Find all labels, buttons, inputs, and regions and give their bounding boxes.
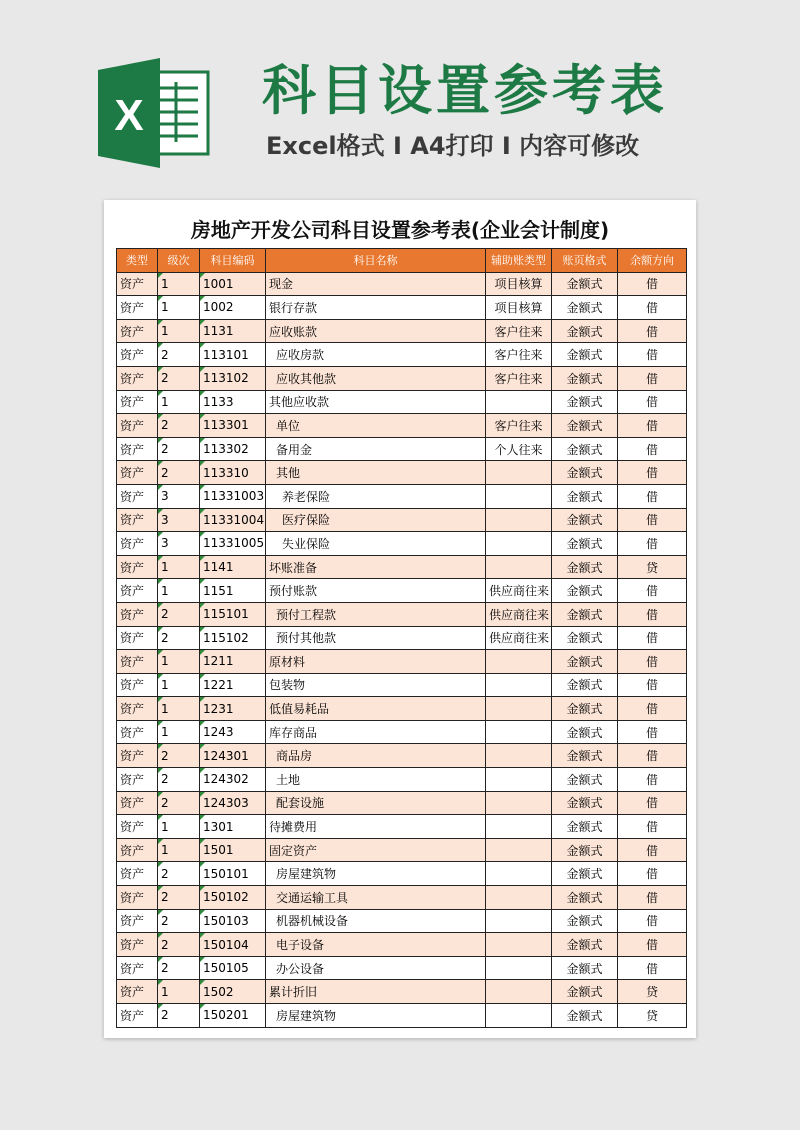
table-row bbox=[117, 532, 687, 556]
level-cell[interactable]: 2 bbox=[158, 933, 200, 957]
direction-cell[interactable]: 借 bbox=[618, 956, 687, 980]
name-cell[interactable]: 应收账款 bbox=[266, 319, 486, 343]
level-cell[interactable]: 2 bbox=[158, 956, 200, 980]
format-cell[interactable]: 金额式 bbox=[552, 1004, 618, 1028]
format-cell[interactable]: 金额式 bbox=[552, 508, 618, 532]
table-row bbox=[117, 720, 687, 744]
table-row bbox=[117, 791, 687, 815]
aux-cell[interactable] bbox=[486, 484, 552, 508]
type-cell[interactable]: 资产 bbox=[117, 437, 158, 461]
aux-cell[interactable]: 个人往来 bbox=[486, 437, 552, 461]
type-cell[interactable]: 资产 bbox=[117, 602, 158, 626]
table-row bbox=[117, 296, 687, 320]
aux-cell[interactable] bbox=[486, 838, 552, 862]
table-row bbox=[117, 886, 687, 910]
name-cell[interactable]: 低值易耗品 bbox=[266, 697, 486, 721]
name-cell[interactable]: 包装物 bbox=[266, 673, 486, 697]
code-cell[interactable]: 11331005 bbox=[200, 532, 266, 556]
column-header[interactable]: 科目编码 bbox=[200, 249, 266, 273]
format-cell[interactable]: 金额式 bbox=[552, 650, 618, 674]
name-cell[interactable]: 土地 bbox=[266, 768, 486, 792]
format-cell[interactable]: 金额式 bbox=[552, 484, 618, 508]
direction-cell[interactable]: 借 bbox=[618, 602, 687, 626]
name-cell[interactable]: 养老保险 bbox=[266, 484, 486, 508]
aux-cell[interactable] bbox=[486, 697, 552, 721]
table-row bbox=[117, 980, 687, 1004]
name-cell[interactable]: 失业保险 bbox=[266, 532, 486, 556]
table-row bbox=[117, 933, 687, 957]
code-cell[interactable]: 1501 bbox=[200, 838, 266, 862]
aux-cell[interactable]: 客户往来 bbox=[486, 414, 552, 438]
column-header[interactable]: 辅助账类型 bbox=[486, 249, 552, 273]
name-cell[interactable]: 商品房 bbox=[266, 744, 486, 768]
name-cell[interactable]: 电子设备 bbox=[266, 933, 486, 957]
code-cell[interactable]: 113302 bbox=[200, 437, 266, 461]
aux-cell[interactable] bbox=[486, 744, 552, 768]
level-cell[interactable]: 1 bbox=[158, 838, 200, 862]
type-cell[interactable]: 资产 bbox=[117, 532, 158, 556]
table-row bbox=[117, 815, 687, 839]
format-cell[interactable]: 金额式 bbox=[552, 886, 618, 910]
code-cell[interactable]: 113310 bbox=[200, 461, 266, 485]
code-cell[interactable]: 11331003 bbox=[200, 484, 266, 508]
format-cell[interactable]: 金额式 bbox=[552, 272, 618, 296]
format-cell[interactable]: 金额式 bbox=[552, 933, 618, 957]
aux-cell[interactable]: 客户往来 bbox=[486, 319, 552, 343]
direction-cell[interactable]: 借 bbox=[618, 366, 687, 390]
direction-cell[interactable]: 借 bbox=[618, 933, 687, 957]
type-cell[interactable]: 资产 bbox=[117, 980, 158, 1004]
level-cell[interactable]: 2 bbox=[158, 862, 200, 886]
direction-cell[interactable]: 借 bbox=[618, 650, 687, 674]
table-row bbox=[117, 272, 687, 296]
table-row bbox=[117, 862, 687, 886]
direction-cell[interactable]: 贷 bbox=[618, 1004, 687, 1028]
table-row bbox=[117, 484, 687, 508]
column-header[interactable]: 类型 bbox=[117, 249, 158, 273]
svg-text:X: X bbox=[114, 91, 144, 140]
format-cell[interactable]: 金额式 bbox=[552, 555, 618, 579]
format-cell[interactable]: 金额式 bbox=[552, 390, 618, 414]
type-cell[interactable]: 资产 bbox=[117, 720, 158, 744]
direction-cell[interactable]: 借 bbox=[618, 414, 687, 438]
code-cell[interactable]: 150102 bbox=[200, 886, 266, 910]
name-cell[interactable]: 预付其他款 bbox=[266, 626, 486, 650]
format-cell[interactable]: 金额式 bbox=[552, 768, 618, 792]
direction-cell[interactable]: 借 bbox=[618, 862, 687, 886]
name-cell[interactable]: 办公设备 bbox=[266, 956, 486, 980]
level-cell[interactable]: 2 bbox=[158, 791, 200, 815]
name-cell[interactable]: 银行存款 bbox=[266, 296, 486, 320]
code-cell[interactable]: 150101 bbox=[200, 862, 266, 886]
level-cell[interactable]: 1 bbox=[158, 697, 200, 721]
level-cell[interactable]: 1 bbox=[158, 579, 200, 603]
level-cell[interactable]: 2 bbox=[158, 461, 200, 485]
direction-cell[interactable]: 借 bbox=[618, 579, 687, 603]
code-cell[interactable]: 1243 bbox=[200, 720, 266, 744]
column-header[interactable]: 科目名称 bbox=[266, 249, 486, 273]
direction-cell[interactable]: 借 bbox=[618, 343, 687, 367]
type-cell[interactable]: 资产 bbox=[117, 272, 158, 296]
type-cell[interactable]: 资产 bbox=[117, 555, 158, 579]
type-cell[interactable]: 资产 bbox=[117, 815, 158, 839]
type-cell[interactable]: 资产 bbox=[117, 414, 158, 438]
level-cell[interactable]: 1 bbox=[158, 390, 200, 414]
table-row bbox=[117, 508, 687, 532]
aux-cell[interactable] bbox=[486, 532, 552, 556]
format-cell[interactable]: 金额式 bbox=[552, 956, 618, 980]
direction-cell[interactable]: 借 bbox=[618, 791, 687, 815]
banner bbox=[0, 0, 800, 200]
aux-cell[interactable] bbox=[486, 956, 552, 980]
aux-cell[interactable] bbox=[486, 815, 552, 839]
format-cell[interactable]: 金额式 bbox=[552, 437, 618, 461]
aux-cell[interactable] bbox=[486, 909, 552, 933]
type-cell[interactable]: 资产 bbox=[117, 673, 158, 697]
aux-cell[interactable] bbox=[486, 1004, 552, 1028]
direction-cell[interactable]: 借 bbox=[618, 484, 687, 508]
page-subtitle: Excel格式 I A4打印 I 内容可修改 bbox=[266, 132, 640, 160]
level-cell[interactable]: 2 bbox=[158, 602, 200, 626]
column-header[interactable]: 账页格式 bbox=[552, 249, 618, 273]
column-header[interactable]: 级次 bbox=[158, 249, 200, 273]
format-cell[interactable]: 金额式 bbox=[552, 673, 618, 697]
table-row bbox=[117, 555, 687, 579]
level-cell[interactable]: 3 bbox=[158, 508, 200, 532]
type-cell[interactable]: 资产 bbox=[117, 296, 158, 320]
code-cell[interactable]: 124301 bbox=[200, 744, 266, 768]
code-cell[interactable]: 150105 bbox=[200, 956, 266, 980]
level-cell[interactable]: 2 bbox=[158, 343, 200, 367]
aux-cell[interactable] bbox=[486, 980, 552, 1004]
level-cell[interactable]: 3 bbox=[158, 484, 200, 508]
format-cell[interactable]: 金额式 bbox=[552, 626, 618, 650]
format-cell[interactable]: 金额式 bbox=[552, 980, 618, 1004]
aux-cell[interactable] bbox=[486, 555, 552, 579]
table-row bbox=[117, 461, 687, 485]
aux-cell[interactable]: 项目核算 bbox=[486, 272, 552, 296]
table-row bbox=[117, 579, 687, 603]
type-cell[interactable]: 资产 bbox=[117, 791, 158, 815]
type-cell[interactable]: 资产 bbox=[117, 744, 158, 768]
code-cell[interactable]: 1141 bbox=[200, 555, 266, 579]
aux-cell[interactable] bbox=[486, 461, 552, 485]
table-row bbox=[117, 697, 687, 721]
table-row bbox=[117, 366, 687, 390]
format-cell[interactable]: 金额式 bbox=[552, 461, 618, 485]
name-cell[interactable]: 累计折旧 bbox=[266, 980, 486, 1004]
type-cell[interactable]: 资产 bbox=[117, 768, 158, 792]
code-cell[interactable]: 113101 bbox=[200, 343, 266, 367]
name-cell[interactable]: 应收房款 bbox=[266, 343, 486, 367]
code-cell[interactable]: 1221 bbox=[200, 673, 266, 697]
name-cell[interactable]: 备用金 bbox=[266, 437, 486, 461]
aux-cell[interactable] bbox=[486, 673, 552, 697]
code-cell[interactable]: 115101 bbox=[200, 602, 266, 626]
direction-cell[interactable]: 借 bbox=[618, 909, 687, 933]
spreadsheet-page bbox=[104, 200, 696, 1038]
direction-cell[interactable]: 借 bbox=[618, 437, 687, 461]
direction-cell[interactable]: 借 bbox=[618, 390, 687, 414]
format-cell[interactable]: 金额式 bbox=[552, 744, 618, 768]
aux-cell[interactable]: 供应商往来 bbox=[486, 579, 552, 603]
code-cell[interactable]: 1301 bbox=[200, 815, 266, 839]
format-cell[interactable]: 金额式 bbox=[552, 838, 618, 862]
table-row bbox=[117, 956, 687, 980]
format-cell[interactable]: 金额式 bbox=[552, 414, 618, 438]
table-row bbox=[117, 437, 687, 461]
code-cell[interactable]: 150104 bbox=[200, 933, 266, 957]
name-cell[interactable]: 交通运输工具 bbox=[266, 886, 486, 910]
direction-cell[interactable]: 借 bbox=[618, 720, 687, 744]
name-cell[interactable]: 应收其他款 bbox=[266, 366, 486, 390]
direction-cell[interactable]: 借 bbox=[618, 744, 687, 768]
format-cell[interactable]: 金额式 bbox=[552, 343, 618, 367]
table-row bbox=[117, 602, 687, 626]
name-cell[interactable]: 房屋建筑物 bbox=[266, 1004, 486, 1028]
aux-cell[interactable] bbox=[486, 508, 552, 532]
level-cell[interactable]: 2 bbox=[158, 909, 200, 933]
format-cell[interactable]: 金额式 bbox=[552, 532, 618, 556]
type-cell[interactable]: 资产 bbox=[117, 343, 158, 367]
level-cell[interactable]: 2 bbox=[158, 886, 200, 910]
aux-cell[interactable] bbox=[486, 768, 552, 792]
level-cell[interactable]: 1 bbox=[158, 720, 200, 744]
type-cell[interactable]: 资产 bbox=[117, 319, 158, 343]
direction-cell[interactable]: 借 bbox=[618, 768, 687, 792]
type-cell[interactable]: 资产 bbox=[117, 484, 158, 508]
aux-cell[interactable] bbox=[486, 720, 552, 744]
direction-cell[interactable]: 借 bbox=[618, 697, 687, 721]
format-cell[interactable]: 金额式 bbox=[552, 319, 618, 343]
type-cell[interactable]: 资产 bbox=[117, 508, 158, 532]
aux-cell[interactable] bbox=[486, 791, 552, 815]
code-cell[interactable]: 1502 bbox=[200, 980, 266, 1004]
table-row bbox=[117, 744, 687, 768]
table-row bbox=[117, 343, 687, 367]
type-cell[interactable]: 资产 bbox=[117, 697, 158, 721]
direction-cell[interactable]: 借 bbox=[618, 626, 687, 650]
direction-cell[interactable]: 贷 bbox=[618, 555, 687, 579]
format-cell[interactable]: 金额式 bbox=[552, 909, 618, 933]
code-cell[interactable]: 1133 bbox=[200, 390, 266, 414]
direction-cell[interactable]: 借 bbox=[618, 508, 687, 532]
name-cell[interactable]: 预付工程款 bbox=[266, 602, 486, 626]
name-cell[interactable]: 预付账款 bbox=[266, 579, 486, 603]
code-cell[interactable]: 1002 bbox=[200, 296, 266, 320]
format-cell[interactable]: 金额式 bbox=[552, 296, 618, 320]
level-cell[interactable]: 2 bbox=[158, 1004, 200, 1028]
format-cell[interactable]: 金额式 bbox=[552, 791, 618, 815]
level-cell[interactable]: 2 bbox=[158, 437, 200, 461]
level-cell[interactable]: 1 bbox=[158, 815, 200, 839]
code-cell[interactable]: 1211 bbox=[200, 650, 266, 674]
aux-cell[interactable] bbox=[486, 886, 552, 910]
type-cell[interactable]: 资产 bbox=[117, 886, 158, 910]
table-row bbox=[117, 768, 687, 792]
type-cell[interactable]: 资产 bbox=[117, 862, 158, 886]
code-cell[interactable]: 1231 bbox=[200, 697, 266, 721]
direction-cell[interactable]: 借 bbox=[618, 319, 687, 343]
name-cell[interactable]: 固定资产 bbox=[266, 838, 486, 862]
direction-cell[interactable]: 借 bbox=[618, 886, 687, 910]
direction-cell[interactable]: 借 bbox=[618, 272, 687, 296]
direction-cell[interactable]: 借 bbox=[618, 838, 687, 862]
code-cell[interactable]: 113301 bbox=[200, 414, 266, 438]
table-header-row bbox=[117, 249, 687, 273]
table-row bbox=[117, 319, 687, 343]
type-cell[interactable]: 资产 bbox=[117, 956, 158, 980]
name-cell[interactable]: 原材料 bbox=[266, 650, 486, 674]
name-cell[interactable]: 现金 bbox=[266, 272, 486, 296]
name-cell[interactable]: 其他 bbox=[266, 461, 486, 485]
level-cell[interactable]: 3 bbox=[158, 532, 200, 556]
direction-cell[interactable]: 借 bbox=[618, 461, 687, 485]
name-cell[interactable]: 库存商品 bbox=[266, 720, 486, 744]
level-cell[interactable]: 1 bbox=[158, 980, 200, 1004]
column-header[interactable]: 余额方向 bbox=[618, 249, 687, 273]
name-cell[interactable]: 待摊费用 bbox=[266, 815, 486, 839]
aux-cell[interactable]: 供应商往来 bbox=[486, 626, 552, 650]
format-cell[interactable]: 金额式 bbox=[552, 697, 618, 721]
name-cell[interactable]: 其他应收款 bbox=[266, 390, 486, 414]
aux-cell[interactable]: 供应商往来 bbox=[486, 602, 552, 626]
name-cell[interactable]: 机器机械设备 bbox=[266, 909, 486, 933]
level-cell[interactable]: 2 bbox=[158, 768, 200, 792]
format-cell[interactable]: 金额式 bbox=[552, 579, 618, 603]
table-row bbox=[117, 414, 687, 438]
level-cell[interactable]: 1 bbox=[158, 650, 200, 674]
code-cell[interactable]: 1001 bbox=[200, 272, 266, 296]
code-cell[interactable]: 1151 bbox=[200, 579, 266, 603]
sheet-title: 房地产开发公司科目设置参考表(企业会计制度) bbox=[190, 218, 610, 242]
level-cell[interactable]: 2 bbox=[158, 414, 200, 438]
direction-cell[interactable]: 借 bbox=[618, 815, 687, 839]
level-cell[interactable]: 1 bbox=[158, 319, 200, 343]
aux-cell[interactable]: 客户往来 bbox=[486, 343, 552, 367]
level-cell[interactable]: 1 bbox=[158, 673, 200, 697]
aux-cell[interactable] bbox=[486, 933, 552, 957]
level-cell[interactable]: 1 bbox=[158, 555, 200, 579]
type-cell[interactable]: 资产 bbox=[117, 461, 158, 485]
type-cell[interactable]: 资产 bbox=[117, 650, 158, 674]
format-cell[interactable]: 金额式 bbox=[552, 862, 618, 886]
table-row bbox=[117, 626, 687, 650]
level-cell[interactable]: 2 bbox=[158, 366, 200, 390]
type-cell[interactable]: 资产 bbox=[117, 626, 158, 650]
code-cell[interactable]: 1131 bbox=[200, 319, 266, 343]
aux-cell[interactable] bbox=[486, 650, 552, 674]
code-cell[interactable]: 124302 bbox=[200, 768, 266, 792]
type-cell[interactable]: 资产 bbox=[117, 579, 158, 603]
aux-cell[interactable]: 项目核算 bbox=[486, 296, 552, 320]
type-cell[interactable]: 资产 bbox=[117, 909, 158, 933]
level-cell[interactable]: 2 bbox=[158, 744, 200, 768]
format-cell[interactable]: 金额式 bbox=[552, 720, 618, 744]
format-cell[interactable]: 金额式 bbox=[552, 815, 618, 839]
table-row bbox=[117, 390, 687, 414]
accounts-table bbox=[116, 248, 687, 1028]
direction-cell[interactable]: 贷 bbox=[618, 980, 687, 1004]
code-cell[interactable]: 150103 bbox=[200, 909, 266, 933]
name-cell[interactable]: 配套设施 bbox=[266, 791, 486, 815]
level-cell[interactable]: 1 bbox=[158, 272, 200, 296]
table-row bbox=[117, 838, 687, 862]
table-row bbox=[117, 909, 687, 933]
level-cell[interactable]: 2 bbox=[158, 626, 200, 650]
code-cell[interactable]: 150201 bbox=[200, 1004, 266, 1028]
direction-cell[interactable]: 借 bbox=[618, 296, 687, 320]
aux-cell[interactable]: 客户往来 bbox=[486, 366, 552, 390]
code-cell[interactable]: 115102 bbox=[200, 626, 266, 650]
code-cell[interactable]: 11331004 bbox=[200, 508, 266, 532]
page-title: 科目设置参考表 bbox=[262, 59, 668, 122]
code-cell[interactable]: 124303 bbox=[200, 791, 266, 815]
direction-cell[interactable]: 借 bbox=[618, 673, 687, 697]
type-cell[interactable]: 资产 bbox=[117, 366, 158, 390]
direction-cell[interactable]: 借 bbox=[618, 532, 687, 556]
aux-cell[interactable] bbox=[486, 390, 552, 414]
name-cell[interactable]: 坏账准备 bbox=[266, 555, 486, 579]
type-cell[interactable]: 资产 bbox=[117, 390, 158, 414]
code-cell[interactable]: 113102 bbox=[200, 366, 266, 390]
name-cell[interactable]: 单位 bbox=[266, 414, 486, 438]
table-row bbox=[117, 673, 687, 697]
level-cell[interactable]: 1 bbox=[158, 296, 200, 320]
excel-logo-icon bbox=[98, 58, 218, 168]
type-cell[interactable]: 资产 bbox=[117, 1004, 158, 1028]
format-cell[interactable]: 金额式 bbox=[552, 602, 618, 626]
type-cell[interactable]: 资产 bbox=[117, 933, 158, 957]
name-cell[interactable]: 房屋建筑物 bbox=[266, 862, 486, 886]
table-body bbox=[117, 272, 687, 1027]
aux-cell[interactable] bbox=[486, 862, 552, 886]
name-cell[interactable]: 医疗保险 bbox=[266, 508, 486, 532]
table-row bbox=[117, 1004, 687, 1028]
format-cell[interactable]: 金额式 bbox=[552, 366, 618, 390]
table-row bbox=[117, 650, 687, 674]
type-cell[interactable]: 资产 bbox=[117, 838, 158, 862]
